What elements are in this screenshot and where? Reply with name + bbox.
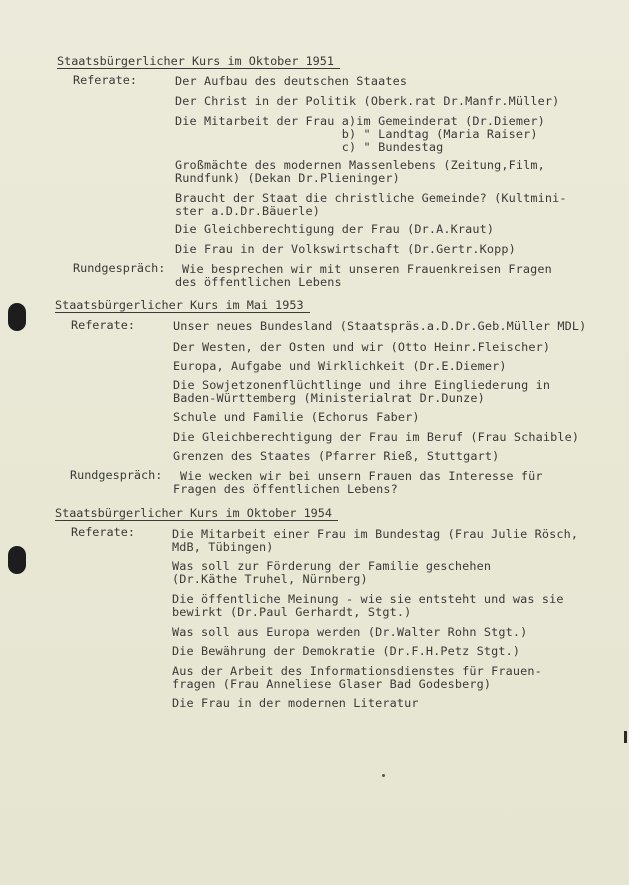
punch-hole xyxy=(8,546,26,574)
talk-line: b) " Landtag (Maria Raiser) xyxy=(175,127,538,141)
talk-line: Braucht der Staat die christliche Gemeinde? (Kultmini- xyxy=(175,191,567,205)
talk-line: fragen (Frau Anneliese Glaser Bad Godesberg) xyxy=(172,677,492,691)
rundgespraech-label: Rundgespräch: xyxy=(70,468,163,482)
talk-line: Die Sowjetzonenflüchtlinge und ihre Eingliederung in xyxy=(173,378,551,392)
talk-line: Großmächte des modernen Massenlebens (Zeitung,Film, xyxy=(175,158,545,172)
talk-line: Baden-Württemberg (Ministerialrat Dr.Dunze) xyxy=(173,391,485,405)
discussion-line: des öffentlichen Lebens xyxy=(175,275,342,289)
talk-line: bewirkt (Dr.Paul Gerhardt, Stgt.) xyxy=(172,605,412,619)
speck xyxy=(382,774,385,777)
talk-line: (Dr.Käthe Truhel, Nürnberg) xyxy=(172,572,368,586)
discussion-line: Fragen des öffentlichen Lebens? xyxy=(173,482,398,496)
talk-line: Die Mitarbeit einer Frau im Bundestag (Frau Julie Rösch, xyxy=(172,527,579,541)
talk-line: Rundfunk) (Dekan Dr.Plieninger) xyxy=(175,171,400,185)
talk-line: Die Mitarbeit der Frau a)im Gemeinderat (Dr.Diemer) xyxy=(175,114,545,128)
talk-line: Die Frau in der Volkswirtschaft (Dr.Gertr.Kopp) xyxy=(175,242,516,256)
talk-line: MdB, Tübingen) xyxy=(172,540,274,554)
talk-line: Was soll zur Förderung der Familie geschehen xyxy=(172,559,492,573)
talk-line: Europa, Aufgabe und Wirklichkeit (Dr.E.Diemer) xyxy=(173,359,507,373)
rundgespraech-label: Rundgespräch: xyxy=(73,261,166,275)
referate-label: Referate: xyxy=(71,318,135,332)
section-heading: Staatsbürgerlicher Kurs im Oktober 1954 xyxy=(55,506,338,521)
referate-label: Referate: xyxy=(73,73,137,87)
edge-mark xyxy=(624,731,627,743)
talk-line: Unser neues Bundesland (Staatspräs.a.D.Dr.Geb.Müller MDL) xyxy=(173,319,587,333)
talk-line: Die Frau in der modernen Literatur xyxy=(172,696,419,710)
referate-label: Referate: xyxy=(71,525,135,539)
talk-line: Der Christ in der Politik (Oberk.rat Dr.Manfr.Müller) xyxy=(175,94,560,108)
talk-line: Die Bewährung der Demokratie (Dr.F.H.Petz Stgt.) xyxy=(172,644,521,658)
talk-line: Die öffentliche Meinung - wie sie entsteht und was sie xyxy=(172,592,564,606)
talk-line: ster a.D.Dr.Bäuerle) xyxy=(175,204,321,218)
discussion-line: Wie wecken wir bei unsern Frauen das Interesse für xyxy=(180,469,543,483)
punch-hole xyxy=(8,303,26,331)
talk-line: Der Aufbau des deutschen Staates xyxy=(175,74,408,88)
talk-line: Grenzen des Staates (Pfarrer Rieß, Stuttgart) xyxy=(173,449,500,463)
talk-line: c) " Bundestag xyxy=(175,140,444,154)
section-heading: Staatsbürgerlicher Kurs im Oktober 1951 xyxy=(57,54,340,69)
talk-line: Der Westen, der Osten und wir (Otto Heinr.Fleischer) xyxy=(173,340,551,354)
talk-line: Was soll aus Europa werden (Dr.Walter Rohn Stgt.) xyxy=(172,625,528,639)
talk-line: Schule und Familie (Echorus Faber) xyxy=(173,410,420,424)
discussion-line: Wie besprechen wir mit unseren Frauenkreisen Fragen xyxy=(182,262,552,276)
talk-line: Die Gleichberechtigung der Frau im Beruf (Frau Schaible) xyxy=(173,430,580,444)
talk-line: Aus der Arbeit des Informationsdienstes für Frauen- xyxy=(172,664,542,678)
talk-line: Die Gleichberechtigung der Frau (Dr.A.Kraut) xyxy=(175,222,495,236)
section-heading: Staatsbürgerlicher Kurs im Mai 1953 xyxy=(55,298,310,313)
